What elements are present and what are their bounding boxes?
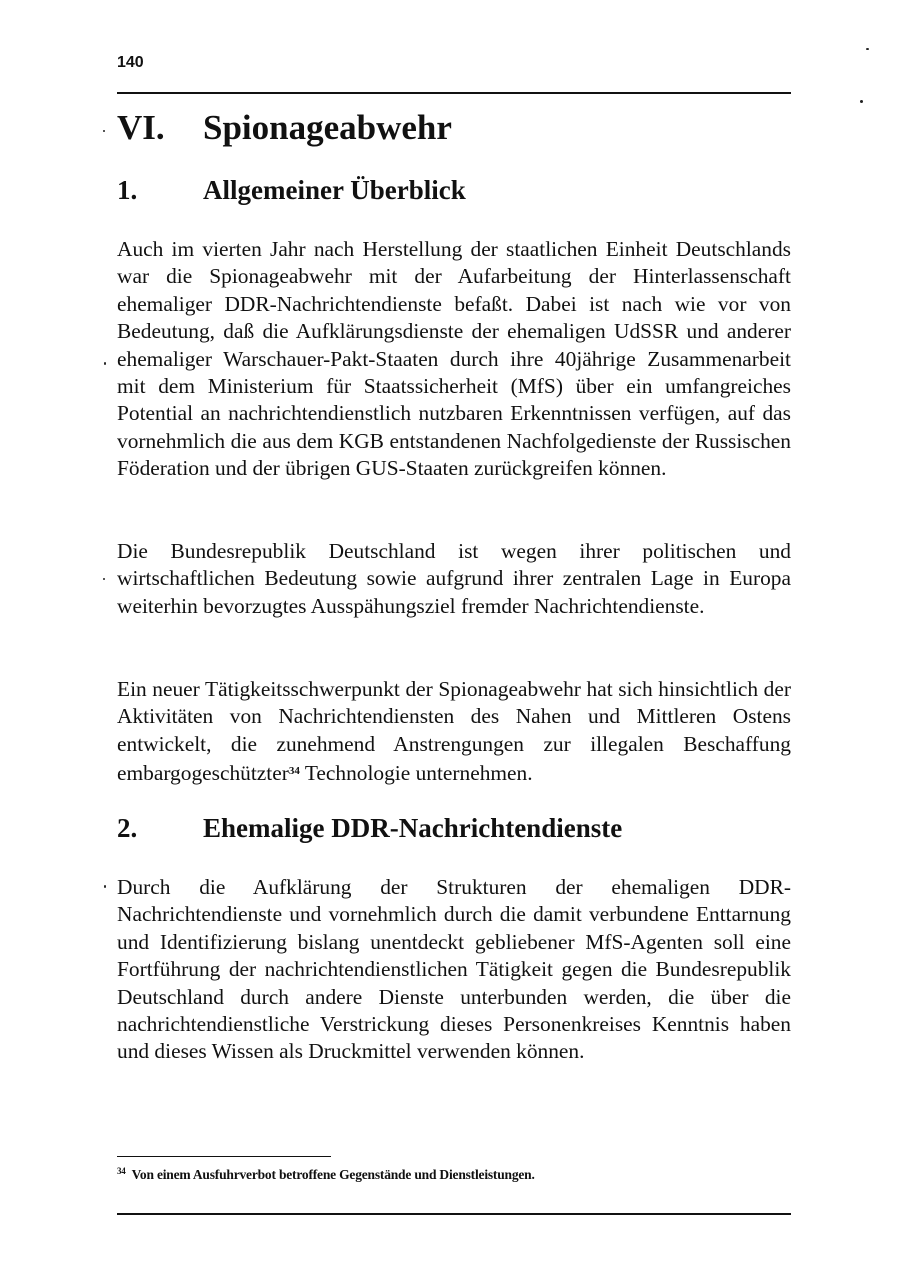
paragraph-text: Ein neuer Tätigkeitsschwerpunkt der Spionageabwehr hat sich hinsichtlich der Aktivitäten von Nachrichtendiensten des Nahen und Mittleren Ostens entwickelt, die zunehmend Anstrengungen zur illegalen Beschaffung embargogeschützter	[117, 677, 791, 786]
footer-rule	[117, 1213, 791, 1215]
section-number: 2.	[117, 813, 138, 843]
page-number: 140	[117, 54, 144, 71]
footnote-number: 34	[117, 1166, 126, 1176]
scan-speck	[860, 100, 863, 103]
section-heading-1	[117, 175, 466, 206]
scan-speck	[103, 578, 105, 580]
header-rule	[117, 92, 791, 94]
scan-speck	[104, 362, 106, 365]
paragraph: Durch die Aufklärung der Strukturen der ehemaligen DDR-Nachrichtendienste und vornehmlich durch die damit verbundene Enttarnung und Identifizierung bislang unentdeckt gebliebener MfS-Agenten soll eine Fortführung der nachrichtendienstlichen Tätigkeit gegen die Bundesrepublik Deutschland durch andere Dienste unterbunden werden, die über die nachrichtendienstliche Verstrickung dieses Personenkreises Kenntnis haben und dieses Wissen als Druckmittel verwenden können.	[117, 875, 791, 1064]
section-title: Ehemalige DDR-Nachrichtendienste	[203, 813, 623, 843]
section-title: Allgemeiner Überblick	[203, 175, 466, 205]
section-heading-2	[117, 813, 622, 844]
chapter-number: VI.	[117, 108, 165, 147]
scan-speck	[103, 130, 105, 132]
paragraph-text: Technologie unternehmen.	[299, 761, 533, 786]
footnote-reference: 34	[288, 765, 300, 778]
footnote-text: Von einem Ausfuhrverbot betroffene Gegenstände und Dienstleistungen.	[131, 1167, 535, 1182]
scan-speck	[866, 48, 869, 50]
paragraph: Auch im vierten Jahr nach Herstellung der staatlichen Einheit Deutschlands war die Spionageabwehr mit der Aufarbeitung der Hinterlassenschaft ehemaliger DDR-Nachrichtendienste befaßt. Dabei ist nach wie vor von Bedeutung, daß die Aufklärungsdienste der ehemaligen UdSSR und anderer ehemaliger Warschauer-Pakt-Staaten durch ihre 40jährige Zusammenarbeit mit dem Ministerium für Staatssicherheit (MfS) über ein umfangreiches Potential an nachrichtendienstlich nutzbaren Erkenntnissen verfügen, auf das vornehmlich die aus dem KGB entstandenen Nachfolgedienste der Russischen Föderation und der übrigen GUS-Staaten zurückgreifen können.	[117, 237, 791, 481]
section-number: 1.	[117, 175, 138, 205]
footnote-rule	[117, 1156, 331, 1157]
footnote	[117, 1166, 535, 1183]
chapter-title: Spionageabwehr	[203, 108, 452, 147]
scan-speck	[104, 885, 106, 888]
paragraph: Die Bundesrepublik Deutschland ist wegen ihrer politischen und wirtschaftlichen Bedeutung sowie aufgrund ihrer zentralen Lage in Europa weiterhin bevorzugtes Ausspähungsziel fremder Nachrichtendienste.	[117, 539, 791, 618]
chapter-heading	[117, 108, 452, 148]
paragraph-with-footnote	[117, 676, 791, 788]
